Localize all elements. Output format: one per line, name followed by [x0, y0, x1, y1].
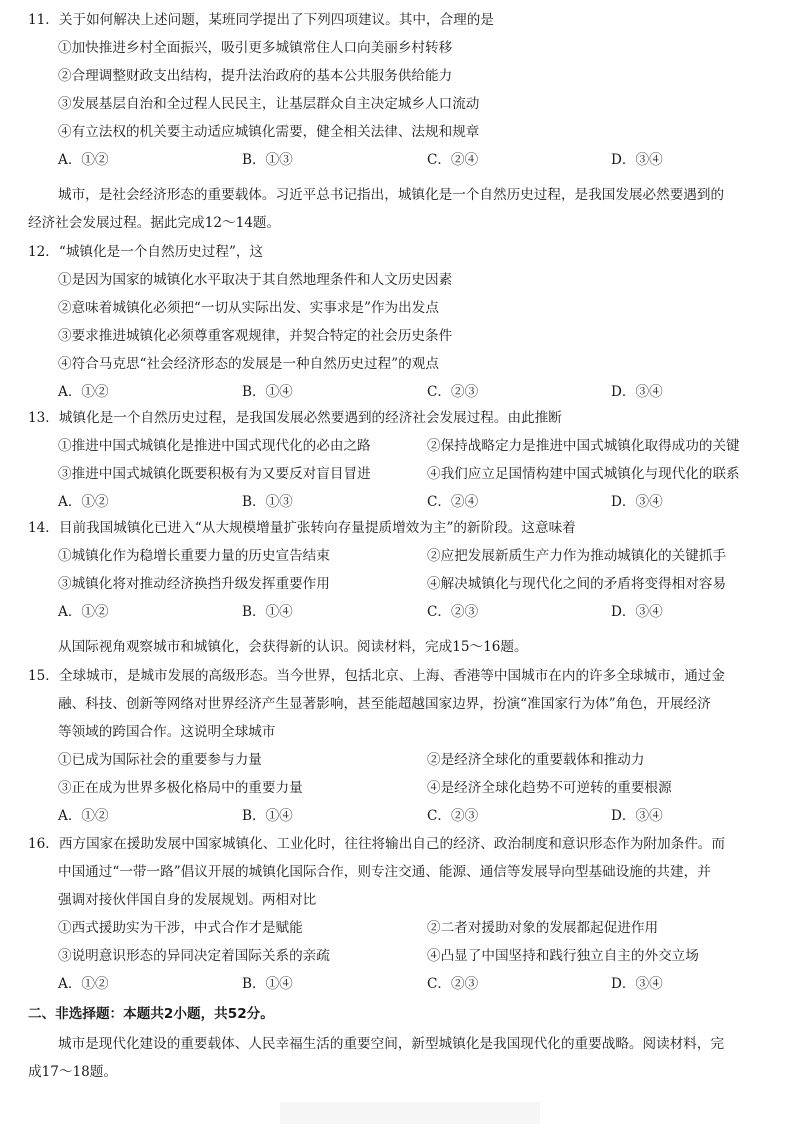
- q13-item-2: ②保持战略定力是推进中国式城镇化取得成功的关键: [427, 438, 740, 454]
- q11-option-c: C．②④: [427, 152, 479, 168]
- section-2-heading: 二、非选择题：本题共2小题，共52分。: [28, 1006, 274, 1022]
- q14-option-c: C．②③: [427, 604, 479, 620]
- q12-item-3: ③要求推进城镇化必须尊重客观规律，并契合特定的社会历史条件: [58, 328, 453, 344]
- q12-option-d: D．③④: [611, 384, 663, 400]
- q13-option-c: C．②④: [427, 494, 479, 510]
- q12-option-c: C．②③: [427, 384, 479, 400]
- q15-option-b: B．①④: [242, 808, 293, 824]
- q11-item-2: ②合理调整财政支出结构，提升法治政府的基本公共服务供给能力: [58, 68, 453, 84]
- page-footer-shade: [280, 1102, 540, 1124]
- q15-item-3: ③正在成为世界多极化格局中的重要力量: [58, 780, 303, 796]
- q11-item-3: ③发展基层自治和全过程人民民主，让基层群众自主决定城乡人口流动: [58, 96, 480, 112]
- q12-option-b: B．①④: [242, 384, 293, 400]
- q16-option-d: D．③④: [611, 976, 663, 992]
- q15-item-2: ②是经济全球化的重要载体和推动力: [427, 752, 645, 768]
- q13-option-a: A．①②: [58, 494, 109, 510]
- q16-item-2: ②二者对援助对象的发展都起促进作用: [427, 920, 659, 936]
- q11-option-b: B．①③: [242, 152, 293, 168]
- q11-option-d: D．③④: [611, 152, 663, 168]
- q12-option-a: A．①②: [58, 384, 109, 400]
- q15-stem-line-1: 15．全球城市，是城市发展的高级形态。当今世界，包括北京、上海、香港等中国城市在内的许多全球城市，通过金: [28, 668, 725, 684]
- q12-stem: 12．“城镇化是一个自然历史过程”，这: [28, 244, 264, 260]
- q14-option-b: B．①④: [242, 604, 293, 620]
- q16-option-c: C．②③: [427, 976, 479, 992]
- q15-item-1: ①已成为国际社会的重要参与力量: [58, 752, 262, 768]
- q15-option-a: A．①②: [58, 808, 109, 824]
- q14-option-a: A．①②: [58, 604, 109, 620]
- q11-stem: 11．关于如何解决上述问题，某班同学提出了下列四项建议。其中，合理的是: [28, 12, 494, 28]
- q12-item-2: ②意味着城镇化必须把“一切从实际出发、实事求是”作为出发点: [58, 300, 439, 316]
- q11-item-4: ④有立法权的机关要主动适应城镇化需要，健全相关法律、法规和规章: [58, 124, 480, 140]
- material-12-14-line-1: 城市，是社会经济形态的重要载体。习近平总书记指出，城镇化是一个自然历史过程，是我国发展必然要遇到的: [58, 187, 725, 203]
- q13-item-4: ④我们应立足国情构建中国式城镇化与现代化的联系: [427, 466, 740, 482]
- q16-stem-line-3: 强调对接伙伴国自身的发展规划。两相对比: [58, 892, 317, 908]
- q15-stem-line-3: 等领域的跨国合作。这说明全球城市: [58, 724, 276, 740]
- q16-item-4: ④凸显了中国坚持和践行独立自主的外交立场: [427, 948, 699, 964]
- q15-stem-line-2: 融、科技、创新等网络对世界经济产生显著影响，甚至能超越国家边界，扮演“准国家行为体”角色，开展经济: [58, 696, 711, 712]
- material-15-16: 从国际视角观察城市和城镇化，会获得新的认识。阅读材料，完成15～16题。: [58, 639, 528, 655]
- q16-item-3: ③说明意识形态的异同决定着国际关系的亲疏: [58, 948, 330, 964]
- q14-option-d: D．③④: [611, 604, 663, 620]
- section-2-material-line-2: 成17～18题。: [28, 1064, 117, 1080]
- q11-option-a: A．①②: [58, 152, 109, 168]
- q16-item-1: ①西式援助实为干涉，中式合作才是赋能: [58, 920, 303, 936]
- q14-item-3: ③城镇化将对推动经济换挡升级发挥重要作用: [58, 576, 330, 592]
- q11-item-1: ①加快推进乡村全面振兴，吸引更多城镇常住人口向美丽乡村转移: [58, 40, 453, 56]
- q16-stem-line-2: 中国通过“一带一路”倡议开展的城镇化国际合作，则专注交通、能源、通信等发展导向型基础设施的共建，并: [58, 864, 711, 880]
- q14-item-1: ①城镇化作为稳增长重要力量的历史宣告结束: [58, 548, 330, 564]
- q13-stem: 13．城镇化是一个自然历史过程，是我国发展必然要遇到的经济社会发展过程。由此推断: [28, 410, 562, 426]
- material-12-14-line-2: 经济社会发展过程。据此完成12～14题。: [28, 215, 281, 231]
- q16-option-a: A．①②: [58, 976, 109, 992]
- q13-option-b: B．①③: [242, 494, 293, 510]
- q14-item-2: ②应把发展新质生产力作为推动城镇化的关键抓手: [427, 548, 727, 564]
- section-2-material-line-1: 城市是现代化建设的重要载体、人民幸福生活的重要空间，新型城镇化是我国现代化的重要战略。阅读材料，完: [58, 1036, 725, 1052]
- q14-item-4: ④解决城镇化与现代化之间的矛盾将变得相对容易: [427, 576, 727, 592]
- q13-option-d: D．③④: [611, 494, 663, 510]
- q16-option-b: B．①④: [242, 976, 293, 992]
- q16-stem-line-1: 16．西方国家在援助发展中国家城镇化、工业化时，往往将输出自己的经济、政治制度和意识形态作为附加条件。而: [28, 836, 725, 852]
- q13-item-3: ③推进中国式城镇化既要积极有为又要反对盲目冒进: [58, 466, 371, 482]
- q12-item-1: ①是因为国家的城镇化水平取决于其自然地理条件和人文历史因素: [58, 272, 453, 288]
- q13-item-1: ①推进中国式城镇化是推进中国式现代化的必由之路: [58, 438, 371, 454]
- q15-item-4: ④是经济全球化趋势不可逆转的重要根源: [427, 780, 672, 796]
- q14-stem: 14．目前我国城镇化已进入“从大规模增量扩张转向存量提质增效为主”的新阶段。这意味着: [28, 520, 576, 536]
- q15-option-d: D．③④: [611, 808, 663, 824]
- q12-item-4: ④符合马克思“社会经济形态的发展是一种自然历史过程”的观点: [58, 356, 439, 372]
- q15-option-c: C．②③: [427, 808, 479, 824]
